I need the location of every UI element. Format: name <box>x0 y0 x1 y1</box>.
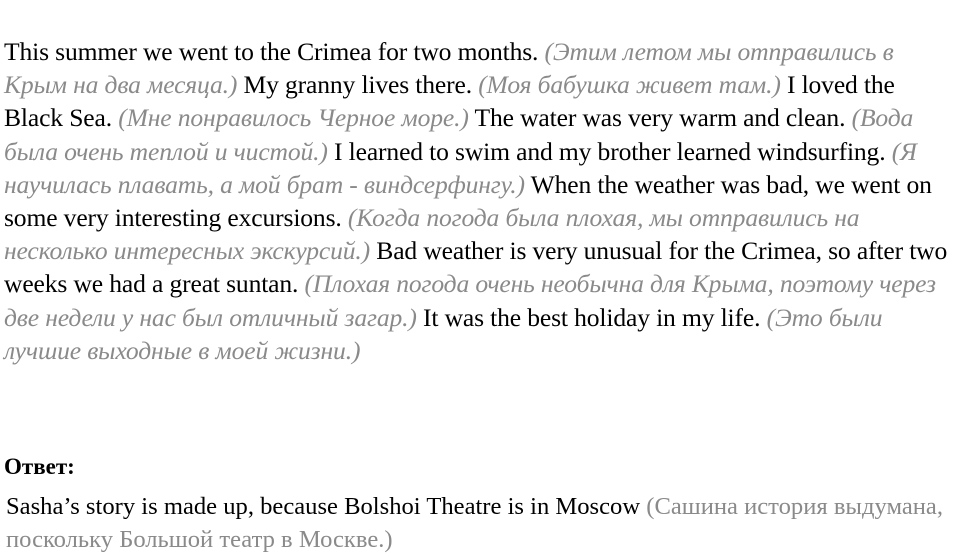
answer-label: Ответ: <box>4 454 75 479</box>
answer-text <box>6 490 951 556</box>
story-sentence-ru: (Моя бабушка живет там.) <box>478 70 781 100</box>
story-sentence-en: Bad weather is very unusual for the Crimea, so after two weeks we had a great suntan. <box>4 236 948 299</box>
story-sentence-ru: (Вода была очень теплой и чистой.) <box>4 103 914 166</box>
story-sentence-en: When the weather was bad, we went on some very interesting excursions. <box>4 169 932 233</box>
story-sentence-en: I loved the Black Sea. <box>4 70 895 133</box>
story-sentence-ru: (Когда погода была плохая, мы отправились на несколько интересных экскурсий.) <box>4 203 860 266</box>
story-sentence-en: My granny lives there. <box>243 70 472 100</box>
answer-ru: (Сашина история выдумана, поскольку Большой театр в Москве.) <box>6 493 943 553</box>
answer-en: Sasha’s story is made up, because Bolshoi Theatre is in Moscow <box>6 493 641 520</box>
story-sentence-ru: (Плохая погода очень необычна для Крыма, поэтому через две недели у нас был отличный загар.) <box>4 269 936 332</box>
story-sentence-en: This summer we went to the Crimea for two months. <box>4 37 539 66</box>
story-sentence-ru: (Это были лучшие выходные в моей жизни.) <box>4 302 883 365</box>
story-sentence-en: It was the best holiday in my life. <box>423 302 761 332</box>
story-paragraph <box>4 35 959 367</box>
story-sentence-ru: (Этим летом мы отправились в Крым на два месяца.) <box>4 37 894 100</box>
story-sentence-ru: (Я научилась плавать, а мой брат - виндсерфингу.) <box>4 136 917 199</box>
story-sentence-en: The water was very warm and clean. <box>474 103 846 133</box>
story-sentence-ru: (Мне понравилось Черное море.) <box>118 103 469 133</box>
story-sentence-en: I learned to swim and my brother learned windsurfing. <box>334 136 886 166</box>
